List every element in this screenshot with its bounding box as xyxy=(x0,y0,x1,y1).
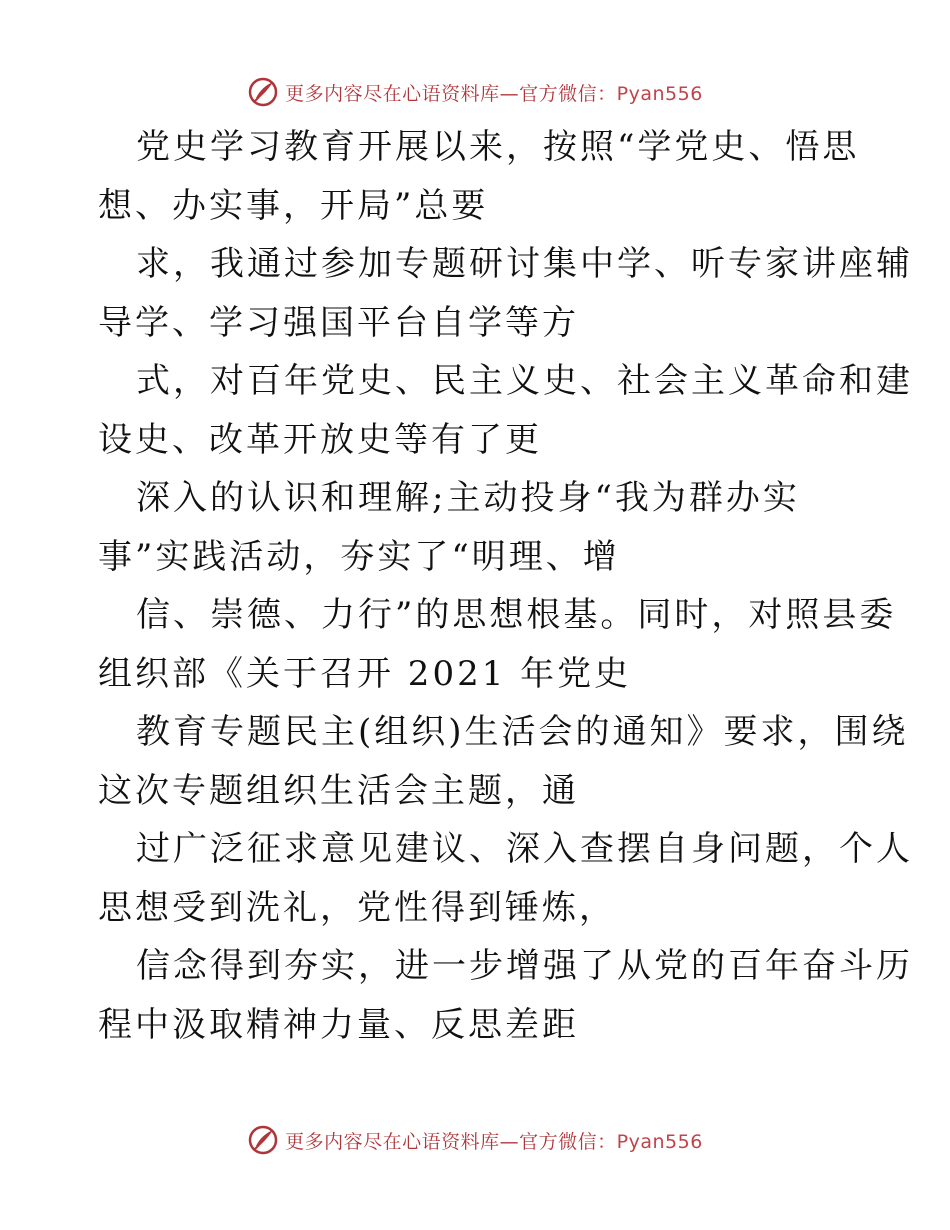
footer-watermark xyxy=(0,1120,950,1160)
watermark-group xyxy=(247,76,703,108)
paragraph-line: 思想受到洗礼，党性得到锤炼， xyxy=(98,887,616,928)
paragraph-line: 事”实践活动，夯实了“明理、增 xyxy=(98,536,620,577)
paragraph xyxy=(98,937,913,1054)
paragraph-line: 程中汲取精神力量、反思差距 xyxy=(98,1004,579,1045)
paragraph xyxy=(98,352,913,469)
quill-seal-icon xyxy=(247,1124,279,1156)
document-body xyxy=(98,118,913,1054)
paragraph-line: 式，对百年党史、民主义史、社会主义革命和建 xyxy=(136,361,913,401)
paragraph xyxy=(98,820,913,937)
quill-seal-icon xyxy=(247,76,279,108)
watermark-text xyxy=(285,79,703,106)
paragraph xyxy=(98,235,913,352)
paragraph-line: 想、办实事，开局”总要 xyxy=(98,185,489,226)
paragraph-line: 这次专题组织生活会主题，通 xyxy=(98,770,579,811)
watermark-label: 更多内容尽在心语资料库—官方微信： xyxy=(285,82,617,105)
paragraph-line: 过广泛征求意见建议、深入查摆自身问题，个人 xyxy=(136,829,913,869)
paragraph xyxy=(98,118,858,235)
watermark-text xyxy=(285,1127,703,1154)
paragraph-line: 深入的认识和理解;主动投身“我为群办实 xyxy=(136,478,800,518)
watermark-wechat-id: Pyan556 xyxy=(616,82,703,105)
paragraph-line: 党史学习教育开展以来，按照“学党史、悟思 xyxy=(136,127,860,167)
header-watermark xyxy=(0,72,950,112)
paragraph-line: 教育专题民主(组织)生活会的通知》要求，围绕 xyxy=(136,712,909,752)
paragraph-line: 导学、学习强国平台自学等方 xyxy=(98,302,579,343)
watermark-label: 更多内容尽在心语资料库—官方微信： xyxy=(285,1130,617,1153)
paragraph-line: 设史、改革开放史等有了更 xyxy=(98,419,542,460)
paragraph xyxy=(98,469,858,586)
paragraph xyxy=(98,586,897,703)
paragraph-line: 求，我通过参加专题研讨集中学、听专家讲座辅 xyxy=(136,244,913,284)
paragraph xyxy=(98,703,909,820)
paragraph-line: 信、崇德、力行”的思想根基。同时，对照县委 xyxy=(136,595,897,635)
paragraph-line: 信念得到夯实，进一步增强了从党的百年奋斗历 xyxy=(136,946,913,986)
paragraph-line: 组织部《关于召开 2021 年党史 xyxy=(98,653,632,694)
watermark-wechat-id: Pyan556 xyxy=(616,1130,703,1153)
watermark-group xyxy=(247,1124,703,1156)
